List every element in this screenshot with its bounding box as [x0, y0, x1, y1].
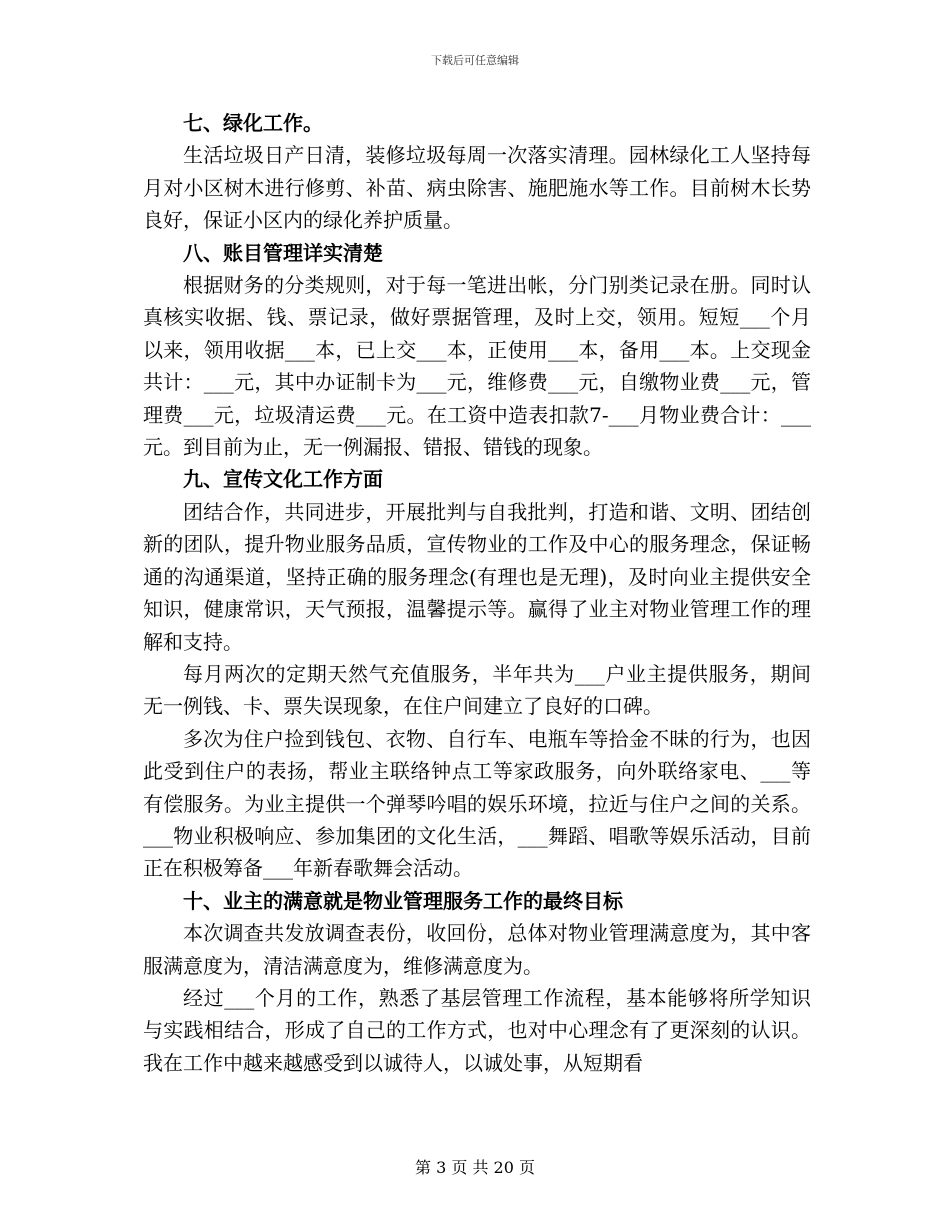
- page-header-note: 下载后可任意编辑: [431, 54, 519, 67]
- paragraph: 本次调查共发放调查表份，收回份，总体对物业管理满意度为，其中客服满意度为，清洁满意度为，维修满意度为。: [143, 921, 811, 978]
- paragraph: 每月两次的定期天然气充值服务，半年共为___户业主提供服务，期间无一例钱、卡、票失误现象，在住户间建立了良好的口碑。: [143, 661, 811, 719]
- section-heading-satisfaction: 十、业主的满意就是物业管理服务工作的最终目标: [183, 888, 623, 913]
- section-heading-publicity: 九、宣传文化工作方面: [183, 467, 383, 492]
- paragraph: 多次为住户捡到钱包、衣物、自行车、电瓶车等拾金不昧的行为，也因此受到住户的表扬，帮业主联络钟点工等家政服务，向外联络家电、___等有偿服务。为业主提供一个弹琴吟唱的娱乐环境，拉近与住户之间的关系。___物业积极响应、参加集团的文化生活，___舞蹈、唱歌等娱乐活动，目前正在积极筹备___年新春歌舞会活动。: [143, 726, 811, 881]
- paragraph: 团结合作，共同进步，开展批判与自我批判，打造和谐、文明、团结创新的团队，提升物业服务品质，宣传物业的工作及中心的服务理念，保证畅通的沟通渠道，坚持正确的服务理念(有理也是无理)，及时向业主提供安全知识，健康常识，天气预报，温馨提示等。赢得了业主对物业管理工作的理解和支持。: [143, 499, 811, 654]
- section-heading-greening: 七、绿化工作。: [183, 111, 323, 135]
- paragraph: 生活垃圾日产日清，装修垃圾每周一次落实清理。园林绿化工人坚持每月对小区树木进行修剪、补苗、病虫除害、施肥施水等工作。目前树木长势良好，保证小区内的绿化养护质量。: [143, 143, 811, 233]
- paragraph: 根据财务的分类规则，对于每一笔进出帐，分门别类记录在册。同时认真核实收据、钱、票记录，做好票据管理，及时上交，领用。短短___个月以来，领用收据___本，已上交___本，正使用___本，备用___本。上交现金共计：___元，其中办证制卡为___元，维修费___元，自缴物业费___元，管理费___元，垃圾清运费___元。在工资中造表扣款7-___月物业费合计：___元。到目前为止，无一例漏报、错报、错钱的现象。: [143, 273, 811, 460]
- document-body: [143, 107, 811, 1079]
- paragraph: 经过___个月的工作，熟悉了基层管理工作流程，基本能够将所学知识与实践相结合，形成了自己的工作方式，也对中心理念有了更深刻的认识。我在工作中越来越感受到以诚待人，以诚处事，从短期看: [143, 985, 811, 1075]
- page-number-footer: 第 3 页 共 20 页: [415, 1158, 535, 1177]
- section-heading-accounts: 八、账目管理详实清楚: [183, 240, 383, 265]
